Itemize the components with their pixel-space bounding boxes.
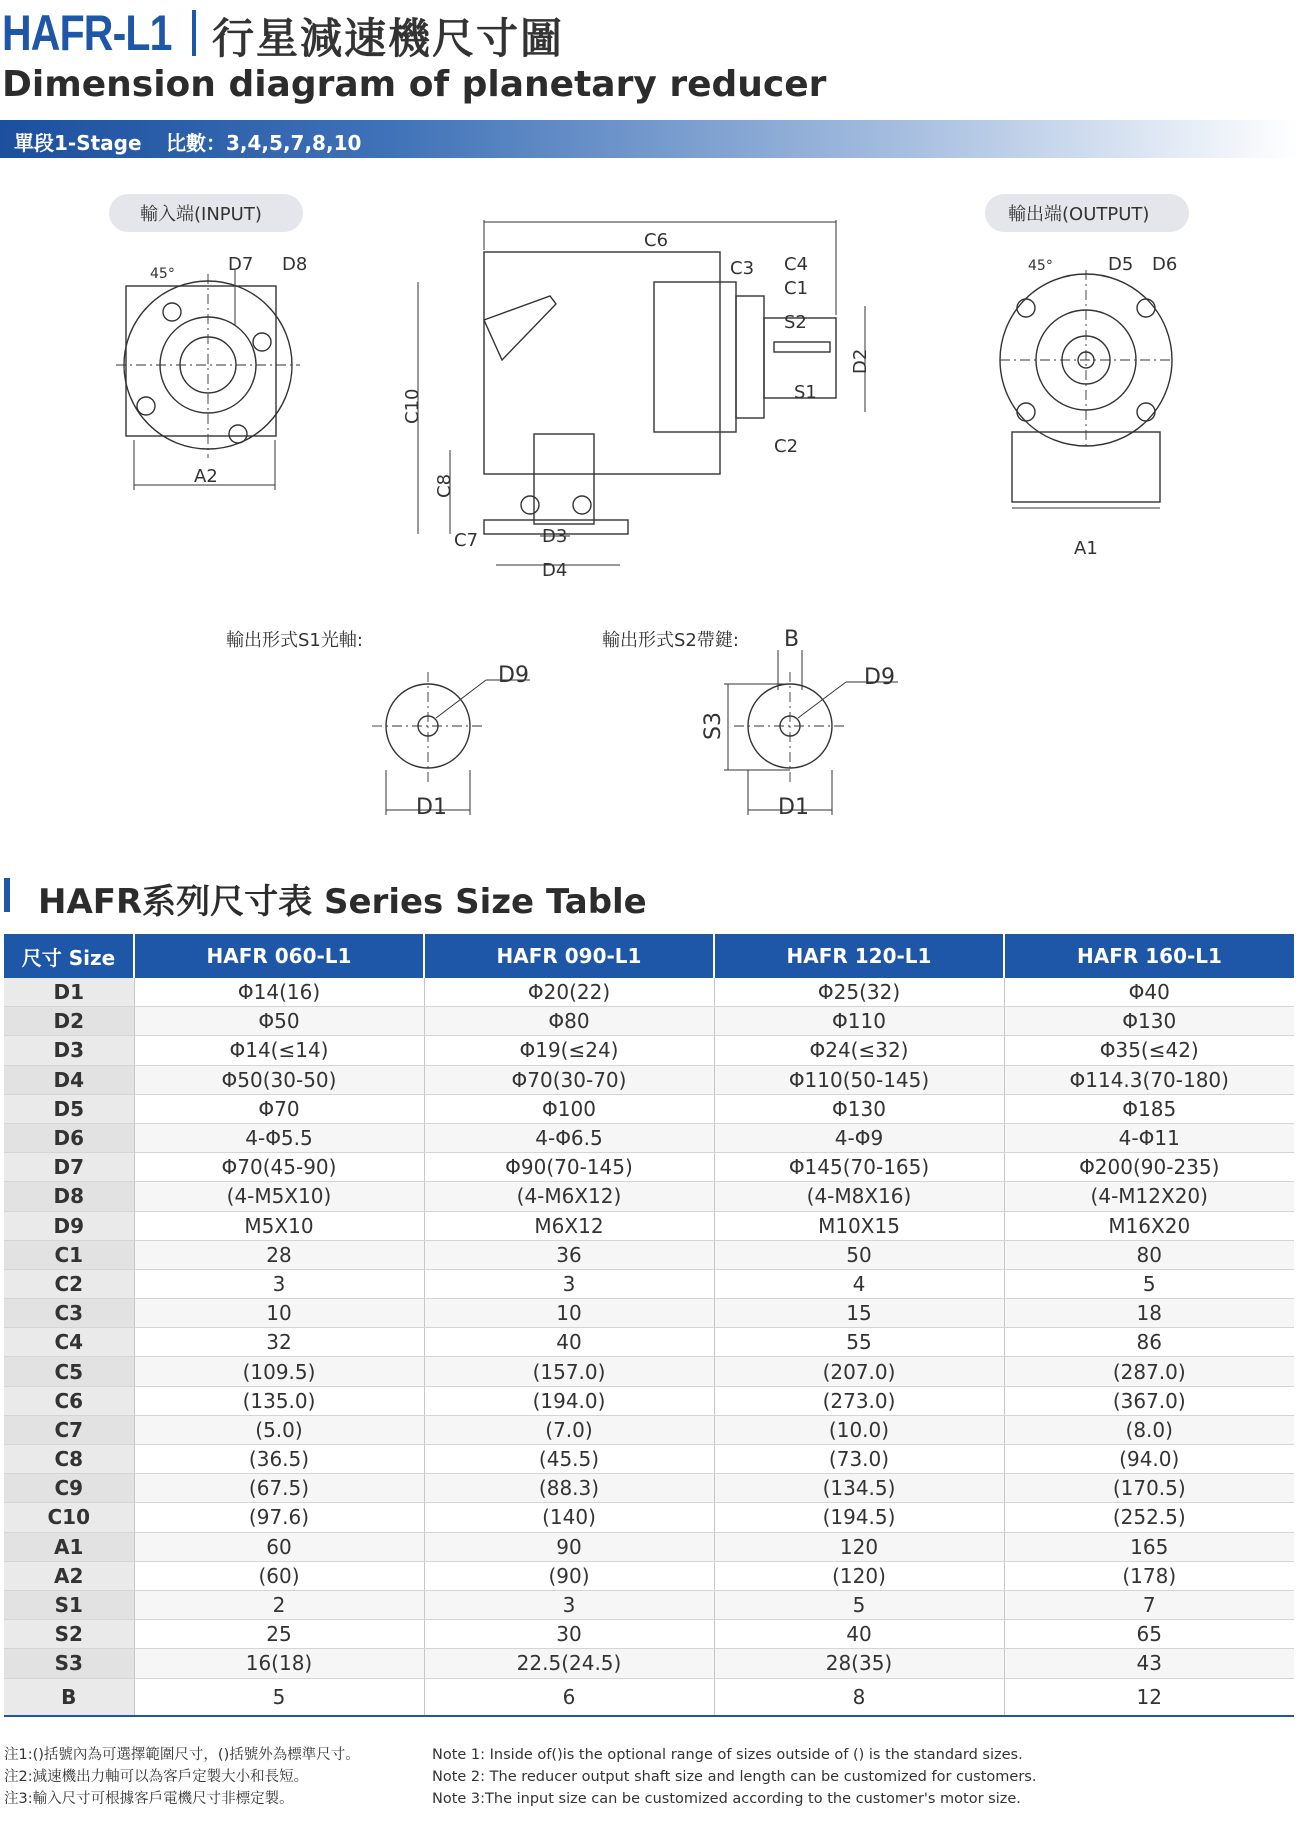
table-row	[4, 1269, 1294, 1298]
value-cell: Φ80	[424, 1007, 714, 1036]
section-marker	[4, 878, 10, 912]
input-bore	[180, 337, 236, 393]
notes-english	[432, 1744, 1292, 1810]
table-row	[4, 1094, 1294, 1123]
output-hole	[1137, 403, 1155, 421]
value-cell: Φ185	[1004, 1094, 1294, 1123]
value-cell: (194.5)	[714, 1503, 1004, 1532]
label-s2: S2	[784, 312, 807, 333]
value-cell: 165	[1004, 1532, 1294, 1561]
value-cell: Φ114.3(70-180)	[1004, 1065, 1294, 1094]
label-c3: C3	[730, 258, 755, 279]
input-angle: 45°	[150, 266, 175, 282]
value-cell: M10X15	[714, 1211, 1004, 1240]
table-body	[4, 978, 1294, 1716]
label-d1-s1: D1	[416, 795, 447, 820]
table-row	[4, 1065, 1294, 1094]
value-cell: (178)	[1004, 1561, 1294, 1590]
table-row	[4, 978, 1294, 1007]
col-header: HAFR 120-L1	[714, 934, 1004, 978]
table-row	[4, 1182, 1294, 1211]
label-a1: A1	[1074, 538, 1098, 559]
row-key-cell: C9	[4, 1474, 134, 1503]
value-cell: (273.0)	[714, 1386, 1004, 1415]
value-cell: 120	[714, 1532, 1004, 1561]
value-cell: Φ14(16)	[134, 978, 424, 1007]
note-cn: 注3:輸入尺寸可根據客戶電機尺寸非標定製。	[4, 1791, 294, 1807]
adapter-chamfer	[484, 296, 556, 360]
value-cell: (5.0)	[134, 1415, 424, 1444]
value-cell: M16X20	[1004, 1211, 1294, 1240]
value-cell: 65	[1004, 1620, 1294, 1649]
value-cell: Φ200(90-235)	[1004, 1153, 1294, 1182]
value-cell: Φ70(45-90)	[134, 1153, 424, 1182]
input-hole	[229, 425, 247, 443]
value-cell: Φ50	[134, 1007, 424, 1036]
model-name: HAFR-L1	[2, 5, 172, 61]
label-c1: C1	[784, 278, 809, 299]
value-cell: 30	[424, 1620, 714, 1649]
output-hole	[1137, 299, 1155, 317]
label-d4: D4	[542, 560, 568, 581]
output-hole	[1017, 403, 1035, 421]
value-cell: (90)	[424, 1561, 714, 1590]
label-d9-s1: D9	[498, 663, 529, 688]
value-cell: (67.5)	[134, 1474, 424, 1503]
output-angle: 45°	[1028, 258, 1053, 274]
value-cell: (207.0)	[714, 1357, 1004, 1386]
value-cell: 32	[134, 1328, 424, 1357]
label-c8: C8	[434, 473, 455, 498]
section-header	[0, 870, 1299, 922]
row-key-cell: D7	[4, 1153, 134, 1182]
row-key-cell: S3	[4, 1649, 134, 1678]
table-row	[4, 1503, 1294, 1532]
value-cell: (45.5)	[424, 1445, 714, 1474]
value-cell: 50	[714, 1240, 1004, 1269]
table-row	[4, 1211, 1294, 1240]
row-key-cell: C10	[4, 1503, 134, 1532]
value-cell: 3	[424, 1590, 714, 1619]
row-key-cell: C8	[4, 1445, 134, 1474]
value-cell: (135.0)	[134, 1386, 424, 1415]
label-a2: A2	[194, 466, 218, 487]
gearbox-body	[654, 282, 736, 432]
notes-chinese	[4, 1744, 424, 1810]
value-cell: (4-M12X20)	[1004, 1182, 1294, 1211]
value-cell: 5	[134, 1678, 424, 1716]
shaft-key	[774, 342, 830, 352]
value-cell: (194.0)	[424, 1386, 714, 1415]
output-flange	[736, 296, 764, 418]
value-cell: 18	[1004, 1299, 1294, 1328]
value-cell: 4-Φ5.5	[134, 1123, 424, 1152]
value-cell: (287.0)	[1004, 1357, 1294, 1386]
value-cell: (109.5)	[134, 1357, 424, 1386]
value-cell: 40	[424, 1328, 714, 1357]
row-key-cell: S2	[4, 1620, 134, 1649]
value-cell: 25	[134, 1620, 424, 1649]
value-cell: (73.0)	[714, 1445, 1004, 1474]
value-cell: (10.0)	[714, 1415, 1004, 1444]
output-body	[1012, 432, 1160, 502]
input-hole	[253, 333, 271, 351]
value-cell: 43	[1004, 1649, 1294, 1678]
value-cell: (88.3)	[424, 1474, 714, 1503]
value-cell: 4-Φ11	[1004, 1123, 1294, 1152]
value-cell: (140)	[424, 1503, 714, 1532]
value-cell: Φ24(≤32)	[714, 1036, 1004, 1065]
value-cell: (4-M5X10)	[134, 1182, 424, 1211]
value-cell: (120)	[714, 1561, 1004, 1590]
row-key-cell: S1	[4, 1590, 134, 1619]
note-cn: 注2:減速機出力軸可以為客戶定製大小和長短。	[4, 1769, 309, 1785]
value-cell: 36	[424, 1240, 714, 1269]
row-key-cell: D9	[4, 1211, 134, 1240]
screw-left	[521, 496, 539, 514]
label-d5: D5	[1108, 254, 1134, 275]
stage-bar	[0, 120, 1299, 158]
value-cell: Φ100	[424, 1094, 714, 1123]
value-cell: Φ110(50-145)	[714, 1065, 1004, 1094]
screw-right	[573, 496, 591, 514]
row-key-cell: C2	[4, 1269, 134, 1298]
value-cell: 86	[1004, 1328, 1294, 1357]
label-b: B	[784, 627, 800, 652]
value-cell: Φ130	[714, 1094, 1004, 1123]
value-cell: 60	[134, 1532, 424, 1561]
table-row	[4, 1678, 1294, 1716]
value-cell: 10	[424, 1299, 714, 1328]
value-cell: (97.6)	[134, 1503, 424, 1532]
table-row	[4, 1357, 1294, 1386]
label-c2: C2	[774, 436, 799, 457]
table-row	[4, 1561, 1294, 1590]
value-cell: Φ145(70-165)	[714, 1153, 1004, 1182]
value-cell: Φ35(≤42)	[1004, 1036, 1294, 1065]
row-key-cell: B	[4, 1678, 134, 1716]
table-row	[4, 1532, 1294, 1561]
value-cell: 15	[714, 1299, 1004, 1328]
value-cell: 55	[714, 1328, 1004, 1357]
value-cell: (252.5)	[1004, 1503, 1294, 1532]
label-d8: D8	[282, 254, 308, 275]
value-cell: Φ70	[134, 1094, 424, 1123]
value-cell: M6X12	[424, 1211, 714, 1240]
row-key-cell: D8	[4, 1182, 134, 1211]
value-cell: (157.0)	[424, 1357, 714, 1386]
value-cell: Φ130	[1004, 1007, 1294, 1036]
value-cell: (367.0)	[1004, 1386, 1294, 1415]
value-cell: 6	[424, 1678, 714, 1716]
note-en: Note 3:The input size can be customized according to the customer's motor size.	[432, 1791, 1021, 1807]
table-row	[4, 1620, 1294, 1649]
table-row	[4, 1007, 1294, 1036]
table-row	[4, 1415, 1294, 1444]
label-d3: D3	[542, 526, 568, 547]
label-d1-s2: D1	[778, 795, 809, 820]
value-cell: 16(18)	[134, 1649, 424, 1678]
value-cell: Φ19(≤24)	[424, 1036, 714, 1065]
size-table	[4, 934, 1294, 1717]
value-cell: 22.5(24.5)	[424, 1649, 714, 1678]
value-cell: 2	[134, 1590, 424, 1619]
value-cell: 90	[424, 1532, 714, 1561]
row-key-cell: D4	[4, 1065, 134, 1094]
table-row	[4, 1036, 1294, 1065]
value-cell: 12	[1004, 1678, 1294, 1716]
row-key-cell: C1	[4, 1240, 134, 1269]
value-cell: Φ40	[1004, 978, 1294, 1007]
label-c7: C7	[454, 530, 479, 551]
row-key-cell: D2	[4, 1007, 134, 1036]
output-hole	[1017, 299, 1035, 317]
label-d2: D2	[850, 348, 871, 374]
dimension-diagram	[0, 170, 1299, 840]
shaft-s2-label: 輸出形式S2帶鍵:	[602, 630, 739, 651]
note-en: Note 1: Inside of()is the optional range of sizes outside of () is the standard sizes.	[432, 1747, 1023, 1763]
row-key-cell: D3	[4, 1036, 134, 1065]
value-cell: (36.5)	[134, 1445, 424, 1474]
value-cell: 5	[714, 1590, 1004, 1619]
row-key-cell: A1	[4, 1532, 134, 1561]
value-cell: 5	[1004, 1269, 1294, 1298]
value-cell: 28(35)	[714, 1649, 1004, 1678]
value-cell: (94.0)	[1004, 1445, 1294, 1474]
input-hole	[137, 397, 155, 415]
col-header: HAFR 090-L1	[424, 934, 714, 978]
motor-adapter	[484, 252, 720, 474]
output-label: 輸出端(OUTPUT)	[1008, 204, 1150, 225]
section-title: HAFR系列尺寸表 Series Size Table	[38, 882, 647, 922]
value-cell: (60)	[134, 1561, 424, 1590]
col-header: 尺寸 Size	[4, 934, 134, 978]
table-row	[4, 1474, 1294, 1503]
row-key-cell: C5	[4, 1357, 134, 1386]
row-key-cell: A2	[4, 1561, 134, 1590]
value-cell: (4-M8X16)	[714, 1182, 1004, 1211]
value-cell: Φ20(22)	[424, 978, 714, 1007]
label-d9-s2: D9	[864, 665, 895, 690]
table-row	[4, 1649, 1294, 1678]
value-cell: 4-Φ9	[714, 1123, 1004, 1152]
row-key-cell: C3	[4, 1299, 134, 1328]
table-row	[4, 1590, 1294, 1619]
label-c10: C10	[402, 388, 423, 424]
row-key-cell: C6	[4, 1386, 134, 1415]
value-cell: Φ25(32)	[714, 978, 1004, 1007]
label-s1: S1	[794, 382, 817, 403]
label-c4: C4	[784, 254, 809, 275]
label-d7: D7	[228, 254, 254, 275]
value-cell: (170.5)	[1004, 1474, 1294, 1503]
value-cell: 4	[714, 1269, 1004, 1298]
title-divider	[192, 10, 196, 56]
value-cell: 4-Φ6.5	[424, 1123, 714, 1152]
table-row	[4, 1445, 1294, 1474]
col-header: HAFR 060-L1	[134, 934, 424, 978]
value-cell: 10	[134, 1299, 424, 1328]
row-key-cell: D6	[4, 1123, 134, 1152]
input-hole	[163, 303, 181, 321]
shaft-s1-label: 輸出形式S1光軸:	[226, 630, 363, 651]
value-cell: Φ50(30-50)	[134, 1065, 424, 1094]
title-english: Dimension diagram of planetary reducer	[2, 64, 827, 105]
input-flange	[126, 286, 276, 436]
label-d6: D6	[1152, 254, 1178, 275]
table-row	[4, 1328, 1294, 1357]
value-cell: 40	[714, 1620, 1004, 1649]
value-cell: 3	[134, 1269, 424, 1298]
note-en: Note 2: The reducer output shaft size and length can be customized for customers.	[432, 1769, 1037, 1785]
value-cell: Φ90(70-145)	[424, 1153, 714, 1182]
note-cn: 注1:()括號內為可選擇範圍尺寸，()括號外為標準尺寸。	[4, 1747, 360, 1763]
value-cell: 28	[134, 1240, 424, 1269]
value-cell: Φ14(≤14)	[134, 1036, 424, 1065]
value-cell: (7.0)	[424, 1415, 714, 1444]
value-cell: 7	[1004, 1590, 1294, 1619]
table-row	[4, 1240, 1294, 1269]
value-cell: 8	[714, 1678, 1004, 1716]
value-cell: (4-M6X12)	[424, 1182, 714, 1211]
stage-label: 單段1-Stage	[14, 131, 142, 155]
row-key-cell: C7	[4, 1415, 134, 1444]
table-row	[4, 1299, 1294, 1328]
col-header: HAFR 160-L1	[1004, 934, 1294, 978]
input-label: 輸入端(INPUT)	[140, 204, 262, 225]
table-row	[4, 1123, 1294, 1152]
row-key-cell: C4	[4, 1328, 134, 1357]
title-row	[0, 4, 1299, 63]
value-cell: 80	[1004, 1240, 1294, 1269]
value-cell: Φ70(30-70)	[424, 1065, 714, 1094]
row-key-cell: D1	[4, 978, 134, 1007]
input-coupling	[534, 434, 594, 524]
value-cell: 3	[424, 1269, 714, 1298]
value-cell: M5X10	[134, 1211, 424, 1240]
title-chinese: 行星減速機尺寸圖	[212, 14, 565, 63]
table-row	[4, 1386, 1294, 1415]
ratio-label: 比數：3,4,5,7,8,10	[166, 131, 362, 155]
value-cell: (134.5)	[714, 1474, 1004, 1503]
value-cell: (8.0)	[1004, 1415, 1294, 1444]
table-row	[4, 1153, 1294, 1182]
label-s3: S3	[701, 712, 726, 740]
row-key-cell: D5	[4, 1094, 134, 1123]
table-header-row	[4, 934, 1294, 978]
label-c6: C6	[644, 230, 669, 251]
value-cell: Φ110	[714, 1007, 1004, 1036]
